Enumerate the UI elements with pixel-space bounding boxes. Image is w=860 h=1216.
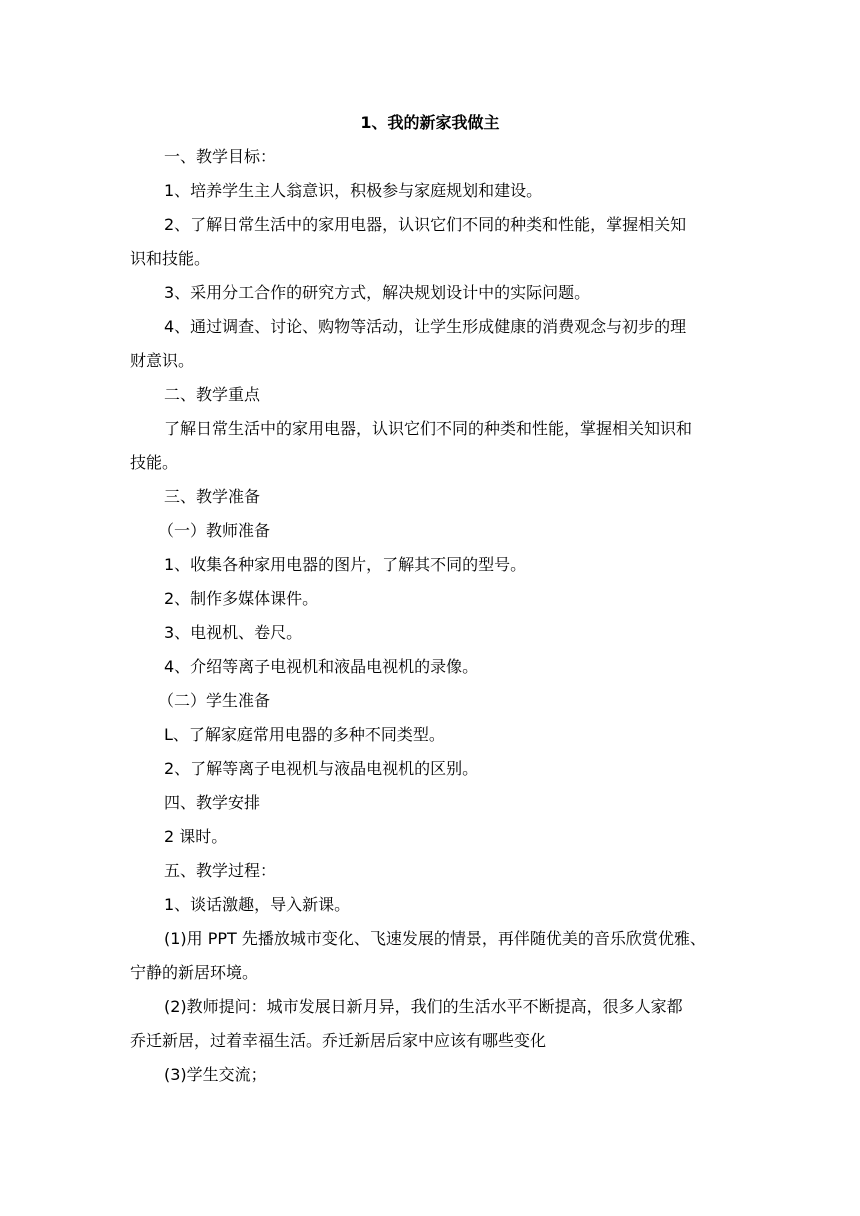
paragraph-line: 2、了解等离子电视机与液晶电视机的区别。	[164, 759, 479, 778]
section-heading-preparation: 三、教学准备	[164, 487, 261, 506]
paragraph-line: 2、制作多媒体课件。	[164, 589, 319, 608]
subsection-heading-teacher-prep: （一）教师准备	[158, 521, 271, 540]
paragraph-line: (3)学生交流；	[164, 1065, 267, 1084]
paragraph-line: 4、通过调查、讨论、购物等活动，让学生形成健康的消费观念与初步的理	[164, 317, 687, 336]
document-title: 1、我的新家我做主	[360, 113, 500, 132]
section-heading-schedule: 四、教学安排	[164, 793, 261, 812]
paragraph-line: 4、介绍等离子电视机和液晶电视机的录像。	[164, 657, 479, 676]
paragraph-line: 财意识。	[130, 351, 195, 370]
subsection-heading-student-prep: （二）学生准备	[158, 691, 271, 710]
paragraph-line: 乔迁新居，过着幸福生活。乔迁新居后家中应该有哪些变化	[130, 1031, 547, 1050]
paragraph-line: 1、谈话激趣，导入新课。	[164, 895, 351, 914]
paragraph-line: 2 课时。	[164, 827, 228, 846]
paragraph-line: (1)用 PPT 先播放城市变化、飞速发展的情景，再伴随优美的音乐欣赏优雅、	[164, 929, 706, 948]
section-heading-key-points: 二、教学重点	[164, 385, 261, 404]
paragraph-line: 了解日常生活中的家用电器，认识它们不同的种类和性能，掌握相关知识和	[164, 419, 693, 438]
paragraph-line: 宁静的新居环境。	[130, 963, 259, 982]
paragraph-line: 识和技能。	[130, 249, 211, 268]
paragraph-line: 1、培养学生主人翁意识，积极参与家庭规划和建设。	[164, 181, 543, 200]
paragraph-line: 1、收集各种家用电器的图片，了解其不同的型号。	[164, 555, 527, 574]
paragraph-line: L、了解家庭常用电器的多种不同类型。	[164, 725, 445, 744]
paragraph-line: 3、采用分工合作的研究方式，解决规划设计中的实际问题。	[164, 283, 591, 302]
paragraph-line: 3、电视机、卷尺。	[164, 623, 303, 642]
section-heading-objectives: 一、教学目标：	[164, 147, 277, 166]
paragraph-line: 技能。	[130, 453, 179, 472]
section-heading-process: 五、教学过程：	[164, 861, 277, 880]
paragraph-line: 2、了解日常生活中的家用电器，认识它们不同的种类和性能，掌握相关知	[164, 215, 687, 234]
paragraph-line: (2)教师提问：城市发展日新月异，我们的生活水平不断提高，很多人家都	[164, 997, 683, 1016]
